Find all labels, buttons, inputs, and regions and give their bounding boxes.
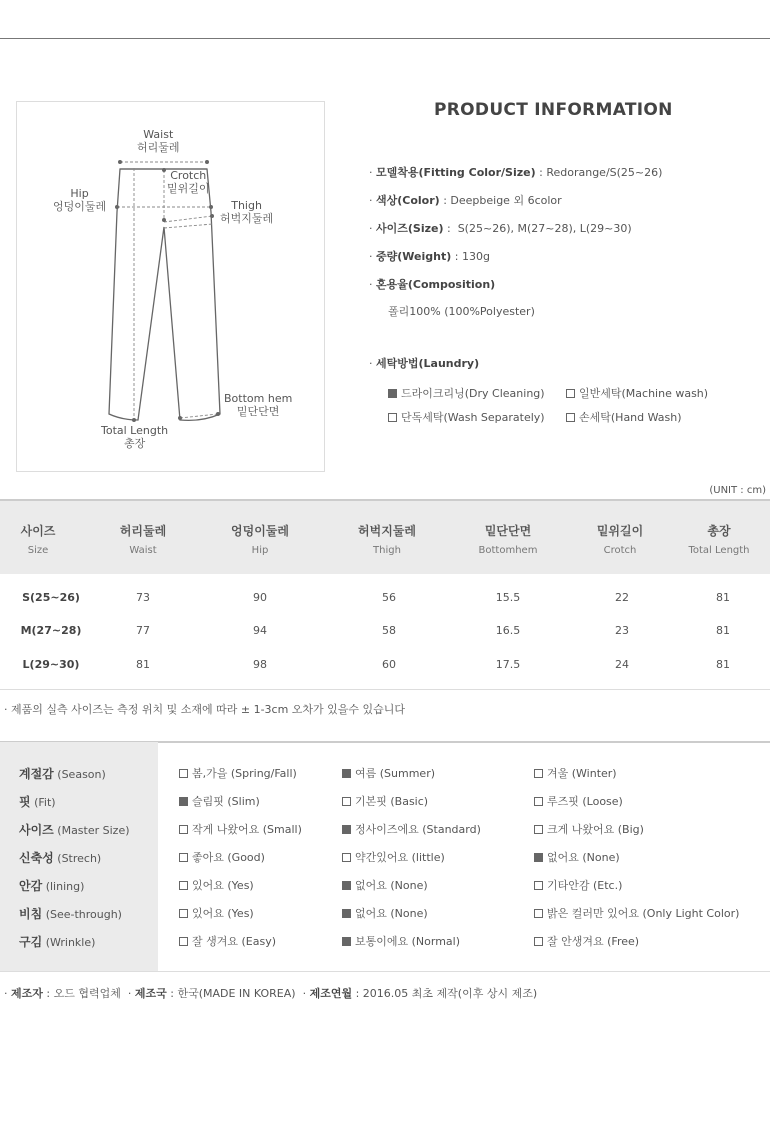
attr-option-wrinkle-3: 잘 안생겨요 (Free) xyxy=(534,933,639,949)
manufacturer-footer: · 제조자 : 오드 협력업체 · 제조국 : 한국(MADE IN KOREA) · 제조연월 : 2016.05 최초 제작(이후 상시 제조) xyxy=(4,987,538,1000)
checkbox-icon xyxy=(566,413,575,422)
header-thigh-ko: 허벅지둘레 xyxy=(358,524,416,538)
laundry-wash-separately: 단독세탁(Wash Separately) xyxy=(388,409,545,425)
laundry-row: · 세탁방법(Laundry) xyxy=(369,357,480,370)
checkbox-icon xyxy=(534,769,543,778)
unit-label: (UNIT : cm) xyxy=(709,485,766,496)
attr-option-fit-1: 슬림핏 (Slim) xyxy=(179,793,260,809)
laundry-hand-wash: 손세탁(Hand Wash) xyxy=(566,409,682,425)
header-size-en: Size xyxy=(27,545,49,556)
size-row: · 사이즈(Size) : S(25~26), M(27~28), L(29~30) xyxy=(369,222,632,235)
checkbox-icon xyxy=(179,937,188,946)
attr-label-stretch: 신축성 (Strech) xyxy=(19,851,102,865)
attr-option-lining-1: 있어요 (Yes) xyxy=(179,877,254,893)
attr-option-master-size-2: 정사이즈에요 (Standard) xyxy=(342,821,481,837)
attr-option-master-size-3: 크게 나왔어요 (Big) xyxy=(534,821,644,837)
checked-box-icon xyxy=(342,825,351,834)
header-crotch-ko: 밑위길이 xyxy=(596,524,644,538)
total-length-label: Total Length 총장 xyxy=(101,424,169,450)
waist-label: Waist 허리둘레 xyxy=(137,128,180,154)
attr-option-see-through-1: 있어요 (Yes) xyxy=(179,905,254,921)
checkbox-icon xyxy=(179,769,188,778)
laundry-dry-cleaning: 드라이크리닝(Dry Cleaning) xyxy=(388,385,545,401)
attr-option-season-1: 봄,가을 (Spring/Fall) xyxy=(179,765,297,781)
checkbox-icon xyxy=(342,853,351,862)
checkbox-icon xyxy=(179,853,188,862)
top-divider xyxy=(0,38,770,39)
crotch-label: Crotch 밑위길이 xyxy=(167,169,210,195)
attr-option-stretch-3: 없어요 (None) xyxy=(534,849,620,865)
checked-box-icon xyxy=(342,937,351,946)
composition-row: · 혼용율(Composition) xyxy=(369,278,496,291)
attr-label-see-through: 비침 (See-through) xyxy=(19,907,122,921)
attr-option-lining-3: 기타안감 (Etc.) xyxy=(534,877,622,893)
checked-box-icon xyxy=(534,853,543,862)
checked-box-icon xyxy=(342,769,351,778)
checkbox-icon xyxy=(388,413,397,422)
header-length-ko: 총장 xyxy=(707,524,731,538)
header-thigh-en: Thigh xyxy=(373,545,401,556)
header-length-en: Total Length xyxy=(688,545,750,556)
header-waist-ko: 허리둘레 xyxy=(119,524,167,538)
size-table-header xyxy=(0,499,770,574)
table-divider xyxy=(0,689,770,690)
header-waist-en: Waist xyxy=(129,545,157,556)
checked-box-icon xyxy=(388,389,397,398)
checkbox-icon xyxy=(179,825,188,834)
attr-label-fit: 핏 (Fit) xyxy=(19,795,56,809)
color-row: · 색상(Color) : Deepbeige 외 6color xyxy=(369,194,562,207)
thigh-label: Thigh 허벅지둘레 xyxy=(220,199,274,225)
attr-option-master-size-1: 작게 나왔어요 (Small) xyxy=(179,821,302,837)
checkbox-icon xyxy=(342,797,351,806)
hip-label: Hip 엉덩이둘레 xyxy=(53,187,107,213)
attr-option-season-2: 여름 (Summer) xyxy=(342,765,435,781)
checkbox-icon xyxy=(566,389,575,398)
checkbox-icon xyxy=(534,937,543,946)
attr-option-fit-3: 루즈핏 (Loose) xyxy=(534,793,623,809)
header-hip-en: Hip xyxy=(251,545,269,556)
header-bottomhem-ko: 밑단단면 xyxy=(484,524,532,538)
checkbox-icon xyxy=(179,881,188,890)
checked-box-icon xyxy=(179,797,188,806)
attr-label-wrinkle: 구김 (Wrinkle) xyxy=(19,935,96,949)
measurement-diagram xyxy=(16,101,325,472)
attr-option-lining-2: 없어요 (None) xyxy=(342,877,428,893)
header-size-ko: 사이즈 xyxy=(20,524,56,538)
header-crotch-en: Crotch xyxy=(603,545,637,556)
weight-row: · 중량(Weight) : 130g xyxy=(369,250,490,263)
attr-option-stretch-2: 약간있어요 (little) xyxy=(342,849,445,865)
bottom-hem-label: Bottom hem 밑단단면 xyxy=(224,392,293,418)
product-info-title: PRODUCT INFORMATION xyxy=(434,100,673,120)
composition-value: 폴리100% (100%Polyester) xyxy=(388,305,535,318)
attr-option-wrinkle-2: 보통이에요 (Normal) xyxy=(342,933,460,949)
attr-label-lining: 안감 (lining) xyxy=(19,879,85,893)
attr-option-fit-2: 기본핏 (Basic) xyxy=(342,793,428,809)
attr-label-master-size: 사이즈 (Master Size) xyxy=(19,823,130,837)
size-note: · 제품의 실측 사이즈는 측정 위치 및 소재에 따라 ± 1-3cm 오차가 있을수 있습니다 xyxy=(4,703,406,716)
checkbox-icon xyxy=(534,797,543,806)
laundry-machine-wash: 일반세탁(Machine wash) xyxy=(566,385,708,401)
checkbox-icon xyxy=(179,909,188,918)
checkbox-icon xyxy=(534,909,543,918)
attr-option-stretch-1: 좋아요 (Good) xyxy=(179,849,265,865)
attr-option-see-through-2: 없어요 (None) xyxy=(342,905,428,921)
checked-box-icon xyxy=(342,881,351,890)
attr-option-wrinkle-1: 잘 생겨요 (Easy) xyxy=(179,933,276,949)
checkbox-icon xyxy=(534,825,543,834)
attributes-bottom-divider xyxy=(0,971,770,972)
header-bottomhem-en: Bottomhem xyxy=(478,545,538,556)
fitting-row: · 모델착용(Fitting Color/Size) : Redorange/S(25~26) xyxy=(369,166,663,179)
attr-label-season: 계절감 (Season) xyxy=(19,767,106,781)
header-hip-ko: 엉덩이둘레 xyxy=(231,524,289,538)
attr-option-see-through-3: 밝은 컬러만 있어요 (Only Light Color) xyxy=(534,905,739,921)
attr-option-season-3: 겨울 (Winter) xyxy=(534,765,617,781)
checkbox-icon xyxy=(534,881,543,890)
checked-box-icon xyxy=(342,909,351,918)
